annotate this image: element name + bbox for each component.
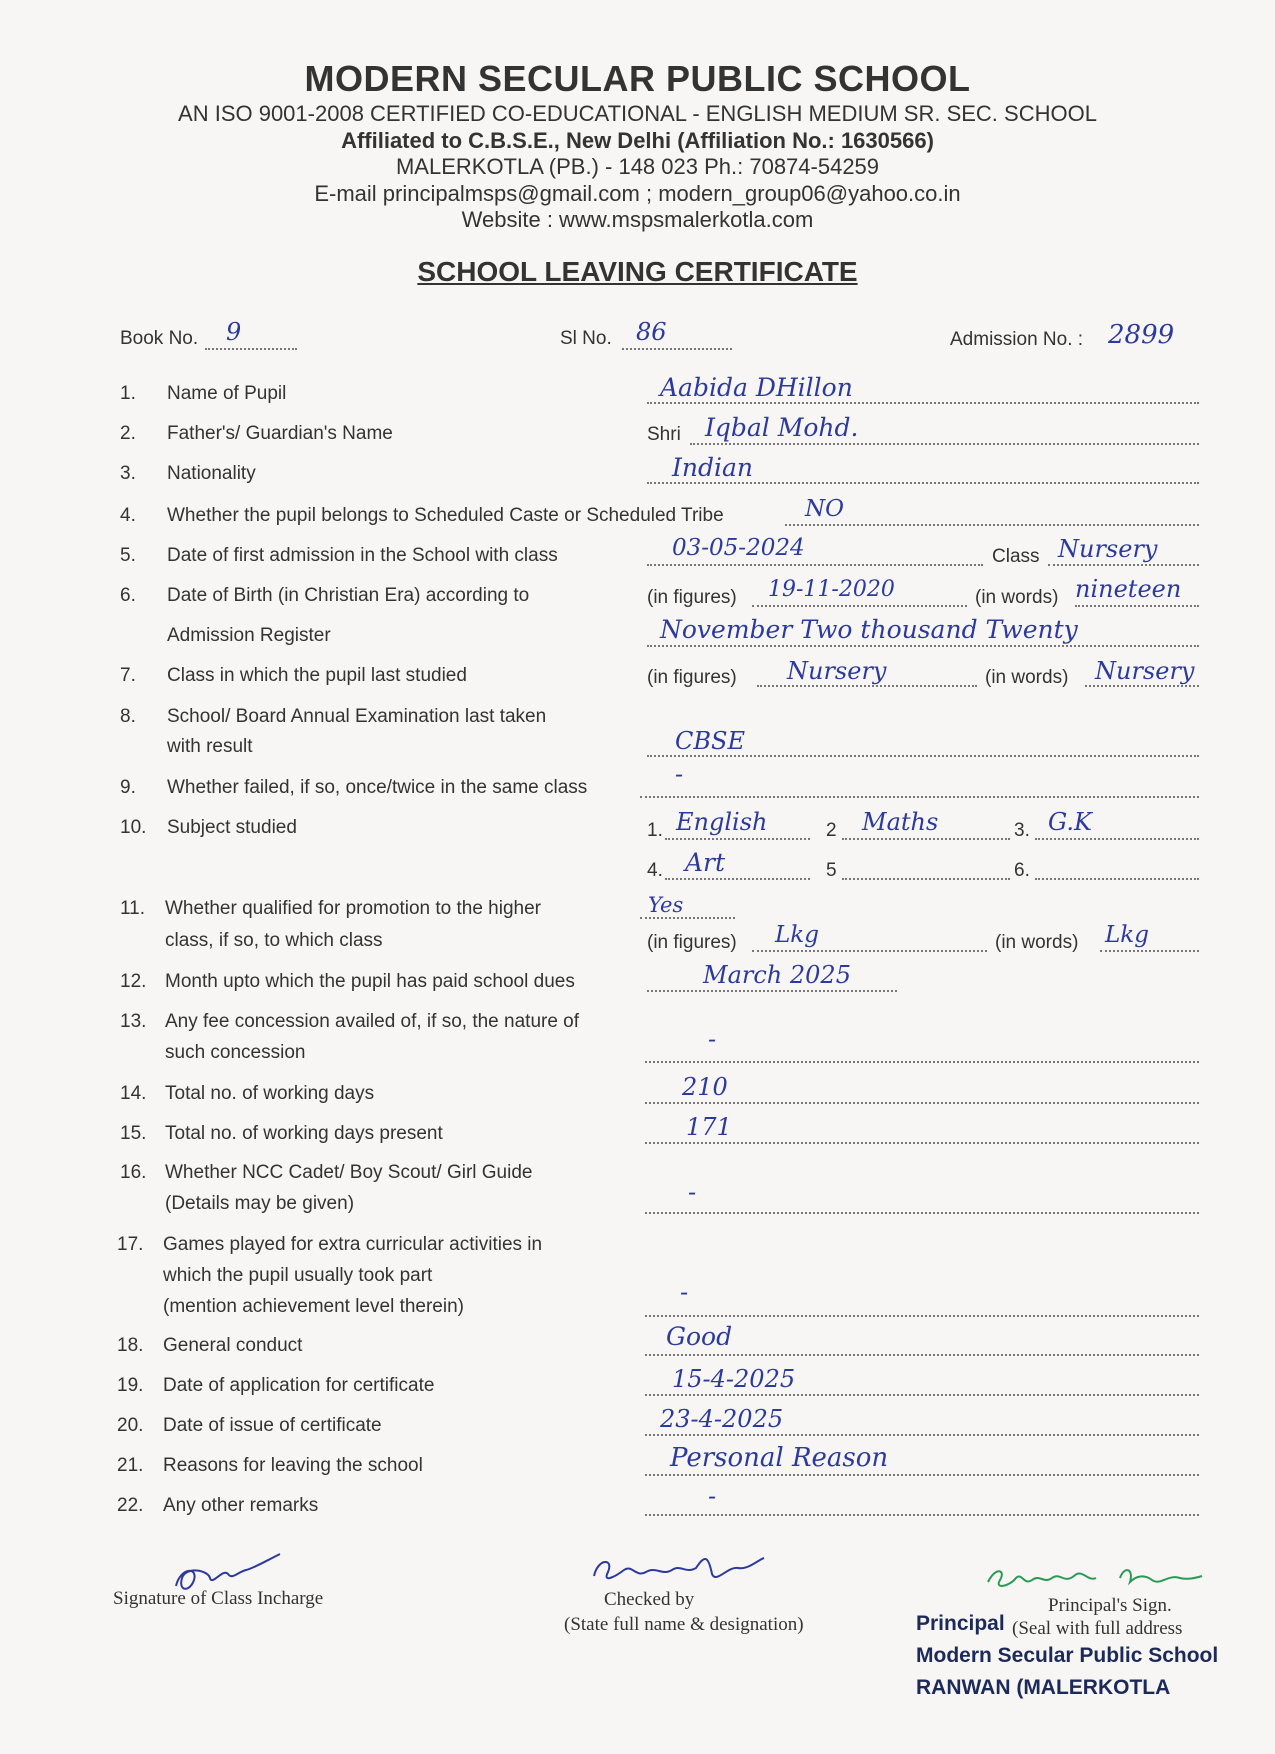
subject-number: 6. xyxy=(1014,860,1030,881)
row-number: 6. xyxy=(120,585,136,606)
row-label-cont: class, if so, to which class xyxy=(165,930,383,951)
subject-number: 2 xyxy=(826,820,837,841)
row-label-cont: with result xyxy=(167,736,253,757)
row-label-cont: (mention achievement level therein) xyxy=(163,1296,464,1317)
book-no-label: Book No. xyxy=(120,328,199,349)
subject-number: 4. xyxy=(647,860,663,881)
conduct-value: Good xyxy=(666,1322,733,1351)
subject-number: 5 xyxy=(826,860,837,881)
pupil-name-value: Aabida DHillon xyxy=(660,373,853,402)
subject-number: 3. xyxy=(1014,820,1030,841)
row-number: 13. xyxy=(120,1011,147,1032)
row-number: 16. xyxy=(120,1162,147,1183)
affiliation: Affiliated to C.B.S.E., New Delhi (Affiliation No.: 1630566) xyxy=(341,128,934,153)
shri-prefix: Shri xyxy=(647,424,681,445)
row-label: Whether NCC Cadet/ Boy Scout/ Girl Guide xyxy=(165,1162,533,1183)
sl-no-value: 86 xyxy=(636,318,667,346)
row-label: Whether the pupil belongs to Scheduled Caste or Scheduled Tribe xyxy=(167,505,724,526)
caste-value: NO xyxy=(805,496,844,522)
dob-words-value-cont: November Two thousand Twenty xyxy=(660,615,1078,644)
row-number: 18. xyxy=(117,1335,144,1356)
row-number: 2. xyxy=(120,423,136,444)
exam-value: CBSE xyxy=(675,727,745,755)
subject-value: Art xyxy=(685,848,726,877)
in-words-label: (in words) xyxy=(995,932,1079,953)
row-label: Nationality xyxy=(167,463,256,484)
row-label: Date of first admission in the School with class xyxy=(167,545,558,566)
row-number: 11. xyxy=(120,898,146,919)
row-number: 1. xyxy=(120,383,136,404)
row-label: Date of application for certificate xyxy=(163,1375,435,1396)
row-label: Date of Birth (in Christian Era) according to xyxy=(167,585,530,606)
checked-by-note: (State full name & designation) xyxy=(564,1614,804,1635)
principal-seal-label: (Seal with full address xyxy=(1012,1618,1183,1639)
row-label: School/ Board Annual Examination last taken xyxy=(167,706,547,727)
nationality-value: Indian xyxy=(672,453,753,482)
dob-words-value: nineteen xyxy=(1075,575,1182,603)
subject-value: Maths xyxy=(862,808,939,836)
row-number: 22. xyxy=(117,1495,144,1516)
row-label: Father's/ Guardian's Name xyxy=(167,423,393,444)
row-number: 9. xyxy=(120,777,136,798)
seal-principal: Principal xyxy=(916,1612,1005,1635)
row-number: 7. xyxy=(120,665,136,686)
concession-value: - xyxy=(708,1025,717,1053)
row-label: Class in which the pupil last studied xyxy=(167,665,467,686)
in-figures-label: (in figures) xyxy=(647,932,737,953)
promotion-value: Yes xyxy=(648,893,684,917)
in-words-label: (in words) xyxy=(975,587,1059,608)
admission-label: Admission No. : xyxy=(950,329,1084,350)
days-present-value: 171 xyxy=(686,1113,732,1141)
row-label: Name of Pupil xyxy=(167,383,287,404)
row-number: 10. xyxy=(120,817,147,838)
certificate-title: SCHOOL LEAVING CERTIFICATE xyxy=(417,256,858,287)
row-label: Whether failed, if so, once/twice in the same class xyxy=(167,777,588,798)
row-label: Reasons for leaving the school xyxy=(163,1455,423,1476)
subject-value: G.K xyxy=(1048,808,1092,836)
row-number: 12. xyxy=(120,971,147,992)
checked-by-label: Checked by xyxy=(604,1589,695,1610)
row-number: 4. xyxy=(120,505,136,526)
dob-figures-value: 19-11-2020 xyxy=(768,577,895,602)
application-date-value: 15-4-2025 xyxy=(672,1365,796,1393)
row-number: 15. xyxy=(120,1123,147,1144)
row-label-cont: such concession xyxy=(165,1042,306,1063)
seal-location: RANWAN (MALERKOTLA xyxy=(916,1676,1171,1699)
failed-value: - xyxy=(675,760,684,788)
row-label: Date of issue of certificate xyxy=(163,1415,382,1436)
promotion-words-value: Lkg xyxy=(1105,922,1149,948)
row-label: Total no. of working days present xyxy=(165,1123,443,1144)
working-days-value: 210 xyxy=(682,1073,728,1101)
row-number: 19. xyxy=(117,1375,144,1396)
email: E-mail principalmsps@gmail.com ; modern_group06@yahoo.co.in xyxy=(314,181,961,206)
website: Website : www.mspsmalerkotla.com xyxy=(461,207,814,232)
subject-value: English xyxy=(676,808,768,836)
remarks-value: - xyxy=(708,1482,717,1510)
row-label: Subject studied xyxy=(167,817,297,838)
last-class-words-value: Nursery xyxy=(1095,657,1195,685)
class-incharge-label: Signature of Class Incharge xyxy=(113,1588,324,1609)
promotion-figures-value: Lkg xyxy=(775,922,819,948)
book-no-value: 9 xyxy=(226,318,242,346)
row-number: 20. xyxy=(117,1415,144,1436)
row-label-cont: Admission Register xyxy=(167,625,331,646)
sl-no-label: Sl No. xyxy=(560,328,612,349)
in-words-label: (in words) xyxy=(985,667,1069,688)
in-figures-label: (in figures) xyxy=(647,667,737,688)
last-class-figures-value: Nursery xyxy=(787,657,887,685)
school-subtitle: AN ISO 9001-2008 CERTIFIED CO-EDUCATIONAL - ENGLISH MEDIUM SR. SEC. SCHOOL xyxy=(178,101,1097,126)
dues-value: March 2025 xyxy=(703,961,851,989)
row-number: 5. xyxy=(120,545,136,566)
games-value: - xyxy=(680,1278,689,1306)
principal-sign-label: Principal's Sign. xyxy=(1048,1595,1172,1616)
guardian-name-value: Iqbal Mohd. xyxy=(705,413,859,442)
school-name: MODERN SECULAR PUBLIC SCHOOL xyxy=(304,58,971,99)
row-label: Total no. of working days xyxy=(165,1083,375,1104)
address: MALERKOTLA (PB.) - 148 023 Ph.: 70874-54259 xyxy=(395,154,880,179)
row-label: Any fee concession availed of, if so, the nature of xyxy=(165,1011,580,1032)
admission-value: 2899 xyxy=(1108,320,1175,350)
row-number: 21. xyxy=(117,1455,144,1476)
row-number: 3. xyxy=(120,463,136,484)
row-label: Any other remarks xyxy=(163,1495,319,1516)
in-figures-label: (in figures) xyxy=(647,587,737,608)
admission-date-value: 03-05-2024 xyxy=(672,535,805,561)
row-number: 14. xyxy=(120,1083,147,1104)
row-label-cont: (Details may be given) xyxy=(165,1193,355,1214)
ncc-value: - xyxy=(688,1178,697,1206)
row-number: 17. xyxy=(117,1234,144,1255)
row-number: 8. xyxy=(120,706,136,727)
admission-class-value: Nursery xyxy=(1058,535,1158,563)
row-label-cont: which the pupil usually took part xyxy=(163,1265,433,1286)
row-label: General conduct xyxy=(163,1335,303,1356)
principal-signature xyxy=(984,1556,1204,1596)
row-label: Games played for extra curricular activities in xyxy=(163,1234,543,1255)
subject-number: 1. xyxy=(647,820,663,841)
issue-date-value: 23-4-2025 xyxy=(660,1405,784,1433)
leaving-reason-value: Personal Reason xyxy=(670,1443,889,1473)
class-label: Class xyxy=(992,546,1040,567)
row-label: Whether qualified for promotion to the higher xyxy=(165,898,541,919)
seal-school: Modern Secular Public School xyxy=(916,1644,1219,1667)
row-label: Month upto which the pupil has paid school dues xyxy=(165,971,575,992)
